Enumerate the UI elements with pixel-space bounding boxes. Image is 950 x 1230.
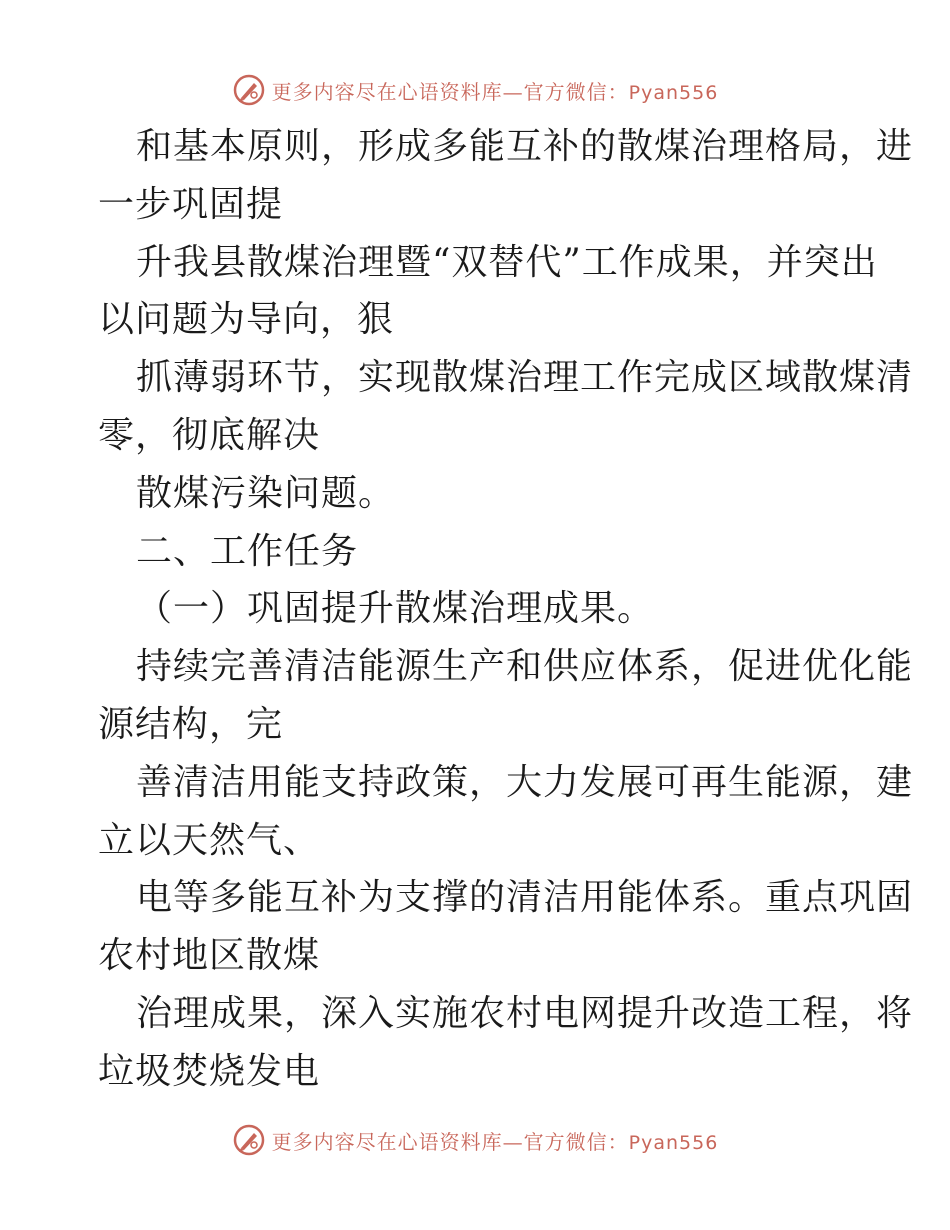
header-watermark	[0, 70, 950, 110]
text-line: 善清洁用能支持政策，大力发展可再生能源，建	[136, 761, 914, 803]
text-line: 零，彻底解决	[98, 414, 321, 456]
text-line: 农村地区散煤	[98, 935, 321, 977]
text-line: 源结构，完	[98, 703, 284, 745]
text-line: 持续完善清洁能源生产和供应体系，促进优化能	[136, 646, 914, 688]
text-line: 升我县散煤治理暨“双替代”工作成果，并突出	[136, 241, 878, 283]
text-line: 和基本原则，形成多能互补的散煤治理格局，进	[136, 126, 914, 167]
text-line: 垃圾焚烧发电	[98, 1050, 321, 1092]
pen-logo-icon	[232, 1123, 266, 1157]
watermark-text: 更多内容尽在心语资料库—官方微信：Pyan556	[271, 1129, 719, 1154]
pen-logo-icon	[232, 73, 266, 107]
text-line: 治理成果，深入实施农村电网提升改造工程，将	[136, 992, 914, 1034]
text-line: 一步巩固提	[98, 183, 284, 225]
watermark-text: 更多内容尽在心语资料库—官方微信：Pyan556	[271, 79, 719, 104]
footer-watermark	[0, 1120, 950, 1160]
text-line: 立以天然气、	[98, 819, 321, 861]
subsection-heading: （一）巩固提升散煤治理成果。	[136, 588, 655, 630]
section-heading: 二、工作任务	[136, 530, 359, 572]
text-line: 抓薄弱环节，实现散煤治理工作完成区域散煤清	[136, 357, 914, 399]
text-line: 以问题为导向，狠	[98, 299, 395, 341]
document-body	[98, 118, 914, 1101]
text-line: 散煤污染问题。	[136, 472, 396, 514]
text-line: 电等多能互补为支撑的清洁用能体系。重点巩固	[136, 877, 914, 919]
